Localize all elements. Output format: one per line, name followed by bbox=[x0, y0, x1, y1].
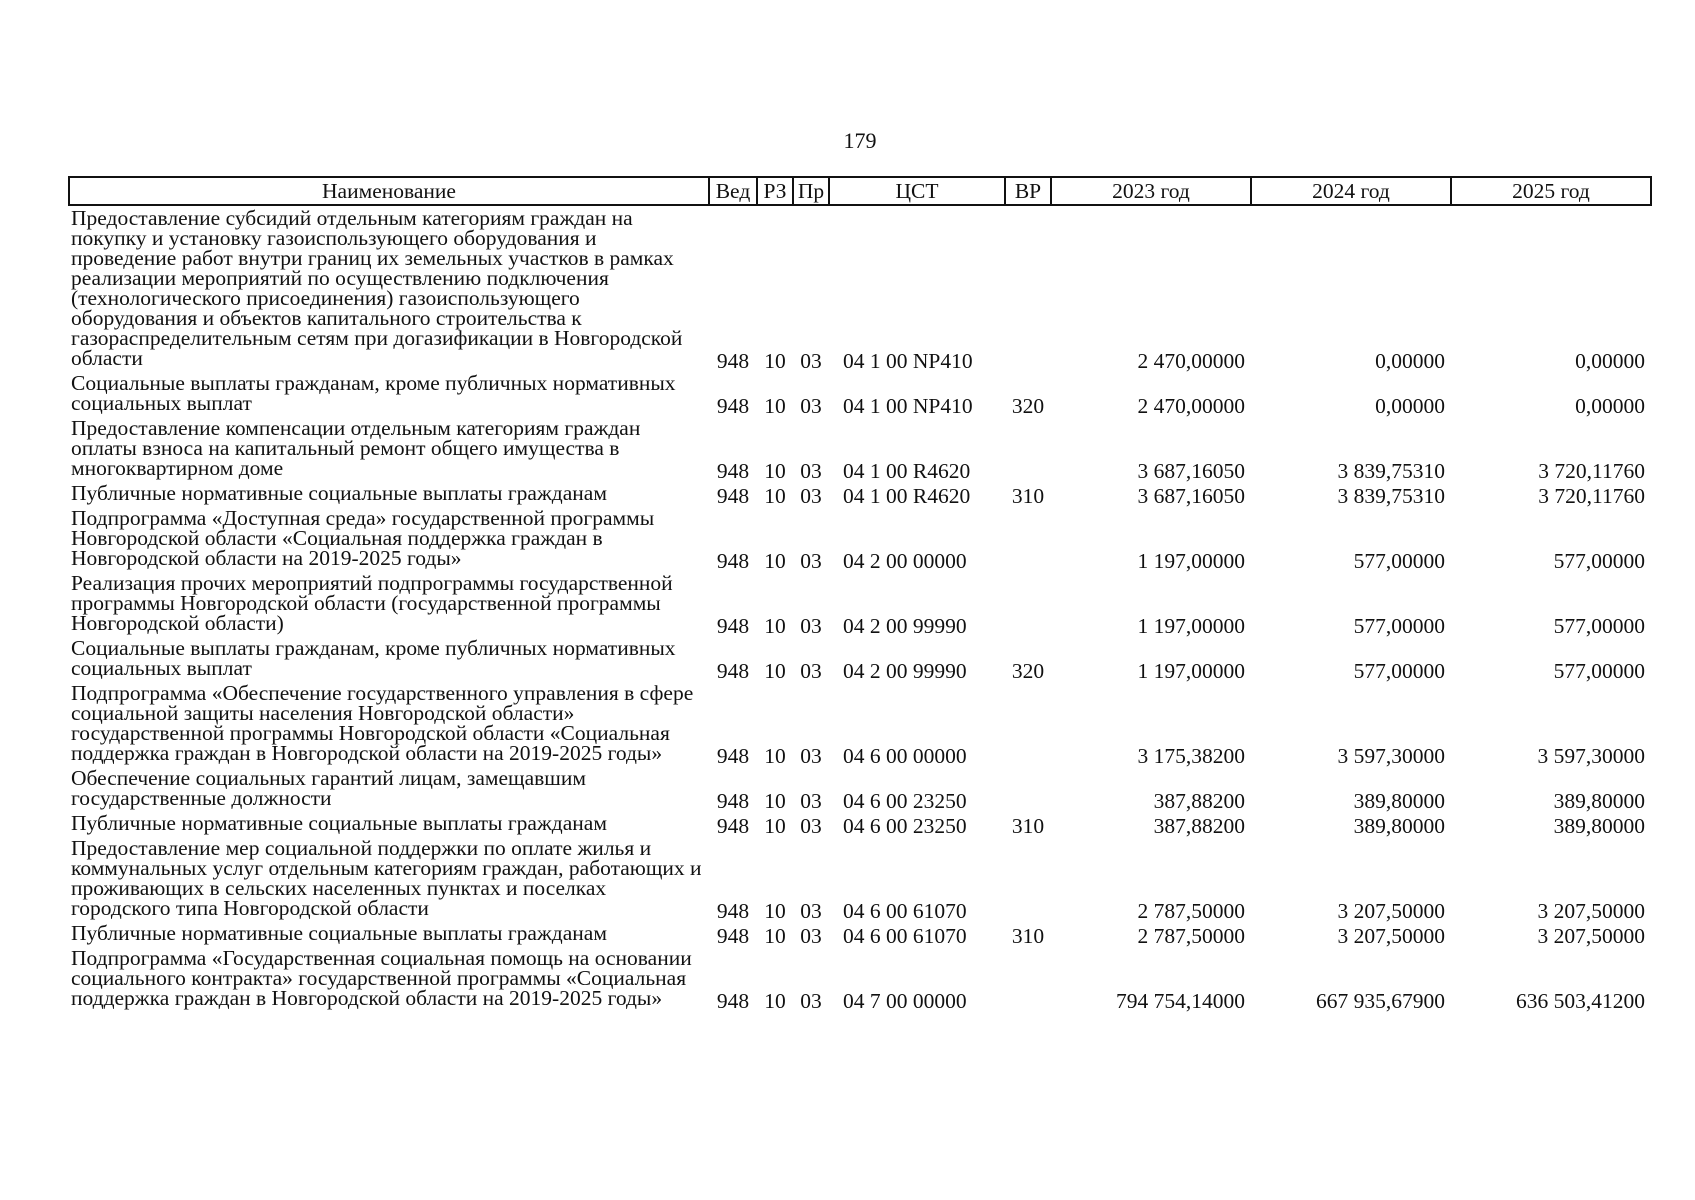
row-pr: 03 bbox=[800, 394, 822, 418]
row-value-2024: 389,80000 bbox=[1353, 789, 1445, 813]
row-value-2024: 389,80000 bbox=[1353, 814, 1445, 838]
row-value-2023: 1 197,00000 bbox=[1137, 614, 1245, 638]
row-value-2023: 2 787,50000 bbox=[1137, 899, 1245, 923]
header-row bbox=[69, 177, 1651, 205]
row-rz: 10 bbox=[764, 349, 786, 373]
row-rz: 10 bbox=[764, 814, 786, 838]
row-value-2024: 3 207,50000 bbox=[1337, 924, 1445, 948]
row-rz: 10 bbox=[764, 459, 786, 483]
row-pr: 03 bbox=[800, 814, 822, 838]
row-name: Предоставление мер социальной поддержки по оплате жилья и коммунальных услуг отдельным категориям граждан, работающих и проживающих в сельских населенных пунктах и поселках городского типа Новгородской области bbox=[71, 836, 702, 920]
row-vr: 310 bbox=[1011, 924, 1045, 948]
row-name: Предоставление субсидий отдельным категориям граждан на покупку и установку газоиспользующего оборудования и проведение работ внутри границ их земельных участков в рамках реализации мероприятий по осуществлению подключения (технологического присоединения) газоиспользующего оборудования и объектов капитального строительства к газораспределительным сетям при догазификации в Новгородской области bbox=[71, 206, 683, 370]
table-row bbox=[69, 205, 1651, 371]
row-value-2024: 3 207,50000 bbox=[1337, 899, 1445, 923]
row-value-2024: 3 597,30000 bbox=[1337, 744, 1445, 768]
row-name: Реализация прочих мероприятий подпрограммы государственной программы Новгородской области (государственной программы Новгородской области) bbox=[71, 571, 673, 635]
row-cst: 04 1 00 NP410 bbox=[843, 349, 973, 373]
row-value-2024: 0,00000 bbox=[1375, 394, 1445, 418]
table-row bbox=[69, 766, 1651, 811]
row-value-2023: 2 787,50000 bbox=[1137, 924, 1245, 948]
row-value-2024: 3 839,75310 bbox=[1337, 459, 1445, 483]
row-vr bbox=[1005, 506, 1051, 571]
row-cst: 04 1 00 R4620 bbox=[843, 459, 971, 483]
row-value-2023: 794 754,14000 bbox=[1116, 989, 1245, 1013]
row-value-2025: 3 207,50000 bbox=[1537, 899, 1645, 923]
row-pr: 03 bbox=[800, 924, 822, 948]
row-cst: 04 6 00 61070 bbox=[843, 924, 967, 948]
header-ved: Вед bbox=[709, 177, 757, 205]
row-value-2025: 3 207,50000 bbox=[1537, 924, 1645, 948]
row-vr bbox=[1005, 571, 1051, 636]
table-row bbox=[69, 636, 1651, 681]
row-value-2025: 0,00000 bbox=[1575, 349, 1645, 373]
row-ved: 948 bbox=[716, 989, 750, 1013]
row-vr bbox=[1005, 681, 1051, 766]
table-row bbox=[69, 481, 1651, 506]
row-ved: 948 bbox=[716, 614, 750, 638]
row-rz: 10 bbox=[764, 989, 786, 1013]
table-row bbox=[69, 811, 1651, 836]
row-ved: 948 bbox=[716, 744, 750, 768]
table-body bbox=[69, 205, 1651, 1011]
table-row bbox=[69, 946, 1651, 1011]
row-name: Социальные выплаты гражданам, кроме публичных нормативных социальных выплат bbox=[71, 371, 676, 415]
row-name: Обеспечение социальных гарантий лицам, замещавшим государственные должности bbox=[71, 766, 586, 810]
row-cst: 04 2 00 99990 bbox=[843, 614, 967, 638]
table-header bbox=[69, 177, 1651, 205]
row-cst: 04 2 00 99990 bbox=[843, 659, 967, 683]
row-name: Публичные нормативные социальные выплаты гражданам bbox=[71, 921, 607, 945]
row-value-2023: 2 470,00000 bbox=[1137, 394, 1245, 418]
row-vr: 310 bbox=[1011, 814, 1045, 838]
row-ved: 948 bbox=[716, 349, 750, 373]
row-ved: 948 bbox=[716, 924, 750, 948]
row-value-2024: 667 935,67900 bbox=[1316, 989, 1445, 1013]
row-ved: 948 bbox=[716, 899, 750, 923]
table-row bbox=[69, 371, 1651, 416]
header-rz: РЗ bbox=[757, 177, 793, 205]
row-pr: 03 bbox=[800, 989, 822, 1013]
row-rz: 10 bbox=[764, 659, 786, 683]
row-pr: 03 bbox=[800, 349, 822, 373]
row-rz: 10 bbox=[764, 484, 786, 508]
row-cst: 04 6 00 00000 bbox=[843, 744, 967, 768]
row-vr: 320 bbox=[1011, 659, 1045, 683]
row-pr: 03 bbox=[800, 459, 822, 483]
table-row bbox=[69, 681, 1651, 766]
row-cst: 04 2 00 00000 bbox=[843, 549, 967, 573]
row-name: Предоставление компенсации отдельным категориям граждан оплаты взноса на капитальный ремонт общего имущества в многоквартирном доме bbox=[71, 416, 641, 480]
row-name: Публичные нормативные социальные выплаты гражданам bbox=[71, 481, 607, 505]
header-2025: 2025 год bbox=[1451, 177, 1651, 205]
row-value-2023: 1 197,00000 bbox=[1137, 549, 1245, 573]
row-rz: 10 bbox=[764, 744, 786, 768]
row-rz: 10 bbox=[764, 549, 786, 573]
row-name: Подпрограмма «Доступная среда» государственной программы Новгородской области «Социальная поддержка граждан в Новгородской области на 2019-2025 годы» bbox=[71, 506, 655, 570]
row-ved: 948 bbox=[716, 459, 750, 483]
header-2023: 2023 год bbox=[1051, 177, 1251, 205]
row-vr: 320 bbox=[1011, 394, 1045, 418]
row-rz: 10 bbox=[764, 614, 786, 638]
table-row bbox=[69, 506, 1651, 571]
table-row bbox=[69, 571, 1651, 636]
row-value-2023: 3 687,16050 bbox=[1137, 459, 1245, 483]
row-value-2024: 577,00000 bbox=[1353, 659, 1445, 683]
header-vr: ВР bbox=[1005, 177, 1051, 205]
row-vr bbox=[1005, 205, 1051, 371]
row-pr: 03 bbox=[800, 744, 822, 768]
row-vr bbox=[1005, 946, 1051, 1011]
row-pr: 03 bbox=[800, 659, 822, 683]
row-value-2024: 0,00000 bbox=[1375, 349, 1445, 373]
header-2024: 2024 год bbox=[1251, 177, 1451, 205]
row-value-2025: 577,00000 bbox=[1553, 614, 1645, 638]
table-row bbox=[69, 416, 1651, 481]
header-pr: Пр bbox=[793, 177, 829, 205]
row-value-2023: 2 470,00000 bbox=[1137, 349, 1245, 373]
row-rz: 10 bbox=[764, 789, 786, 813]
header-cst: ЦСТ bbox=[829, 177, 1005, 205]
row-value-2025: 389,80000 bbox=[1553, 789, 1645, 813]
row-value-2024: 3 839,75310 bbox=[1337, 484, 1445, 508]
row-pr: 03 bbox=[800, 484, 822, 508]
row-value-2025: 3 720,11760 bbox=[1538, 484, 1645, 508]
row-vr: 310 bbox=[1011, 484, 1045, 508]
row-cst: 04 1 00 NP410 bbox=[843, 394, 973, 418]
row-cst: 04 1 00 R4620 bbox=[843, 484, 971, 508]
row-ved: 948 bbox=[716, 814, 750, 838]
row-name: Публичные нормативные социальные выплаты гражданам bbox=[71, 811, 607, 835]
row-value-2025: 389,80000 bbox=[1553, 814, 1645, 838]
row-value-2025: 636 503,41200 bbox=[1516, 989, 1645, 1013]
row-rz: 10 bbox=[764, 924, 786, 948]
row-ved: 948 bbox=[716, 484, 750, 508]
budget-table bbox=[68, 176, 1652, 1011]
row-ved: 948 bbox=[716, 394, 750, 418]
row-cst: 04 6 00 23250 bbox=[843, 814, 967, 838]
row-ved: 948 bbox=[716, 789, 750, 813]
row-value-2024: 577,00000 bbox=[1353, 549, 1445, 573]
page-number: 179 bbox=[843, 128, 877, 153]
row-pr: 03 bbox=[800, 789, 822, 813]
row-ved: 948 bbox=[716, 549, 750, 573]
row-cst: 04 6 00 23250 bbox=[843, 789, 967, 813]
table-row bbox=[69, 836, 1651, 921]
row-value-2025: 3 720,11760 bbox=[1538, 459, 1645, 483]
row-value-2023: 1 197,00000 bbox=[1137, 659, 1245, 683]
row-rz: 10 bbox=[764, 394, 786, 418]
row-value-2025: 577,00000 bbox=[1553, 549, 1645, 573]
row-value-2023: 387,88200 bbox=[1153, 789, 1245, 813]
row-name: Социальные выплаты гражданам, кроме публичных нормативных социальных выплат bbox=[71, 636, 676, 680]
row-value-2023: 3 687,16050 bbox=[1137, 484, 1245, 508]
row-value-2023: 387,88200 bbox=[1153, 814, 1245, 838]
row-rz: 10 bbox=[764, 899, 786, 923]
row-value-2023: 3 175,38200 bbox=[1137, 744, 1245, 768]
table-row bbox=[69, 921, 1651, 946]
row-pr: 03 bbox=[800, 549, 822, 573]
row-pr: 03 bbox=[800, 899, 822, 923]
row-vr bbox=[1005, 836, 1051, 921]
row-cst: 04 7 00 00000 bbox=[843, 989, 967, 1013]
row-value-2025: 3 597,30000 bbox=[1537, 744, 1645, 768]
row-cst: 04 6 00 61070 bbox=[843, 899, 967, 923]
row-value-2024: 577,00000 bbox=[1353, 614, 1445, 638]
row-vr bbox=[1005, 416, 1051, 481]
row-vr bbox=[1005, 766, 1051, 811]
row-name: Подпрограмма «Обеспечение государственного управления в сфере социальной защиты населения Новгородской области» государственной программы Новгородской области «Социальная поддержка граждан в Новгородской области на 2019-2025 годы» bbox=[71, 681, 694, 765]
row-pr: 03 bbox=[800, 614, 822, 638]
row-value-2025: 577,00000 bbox=[1553, 659, 1645, 683]
row-ved: 948 bbox=[716, 659, 750, 683]
row-name: Подпрограмма «Государственная социальная помощь на основании социального контракта» государственной программы «Социальная поддержка граждан в Новгородской области на 2019-2025 годы» bbox=[71, 946, 692, 1010]
header-name: Наименование bbox=[69, 177, 709, 205]
row-value-2025: 0,00000 bbox=[1575, 394, 1645, 418]
